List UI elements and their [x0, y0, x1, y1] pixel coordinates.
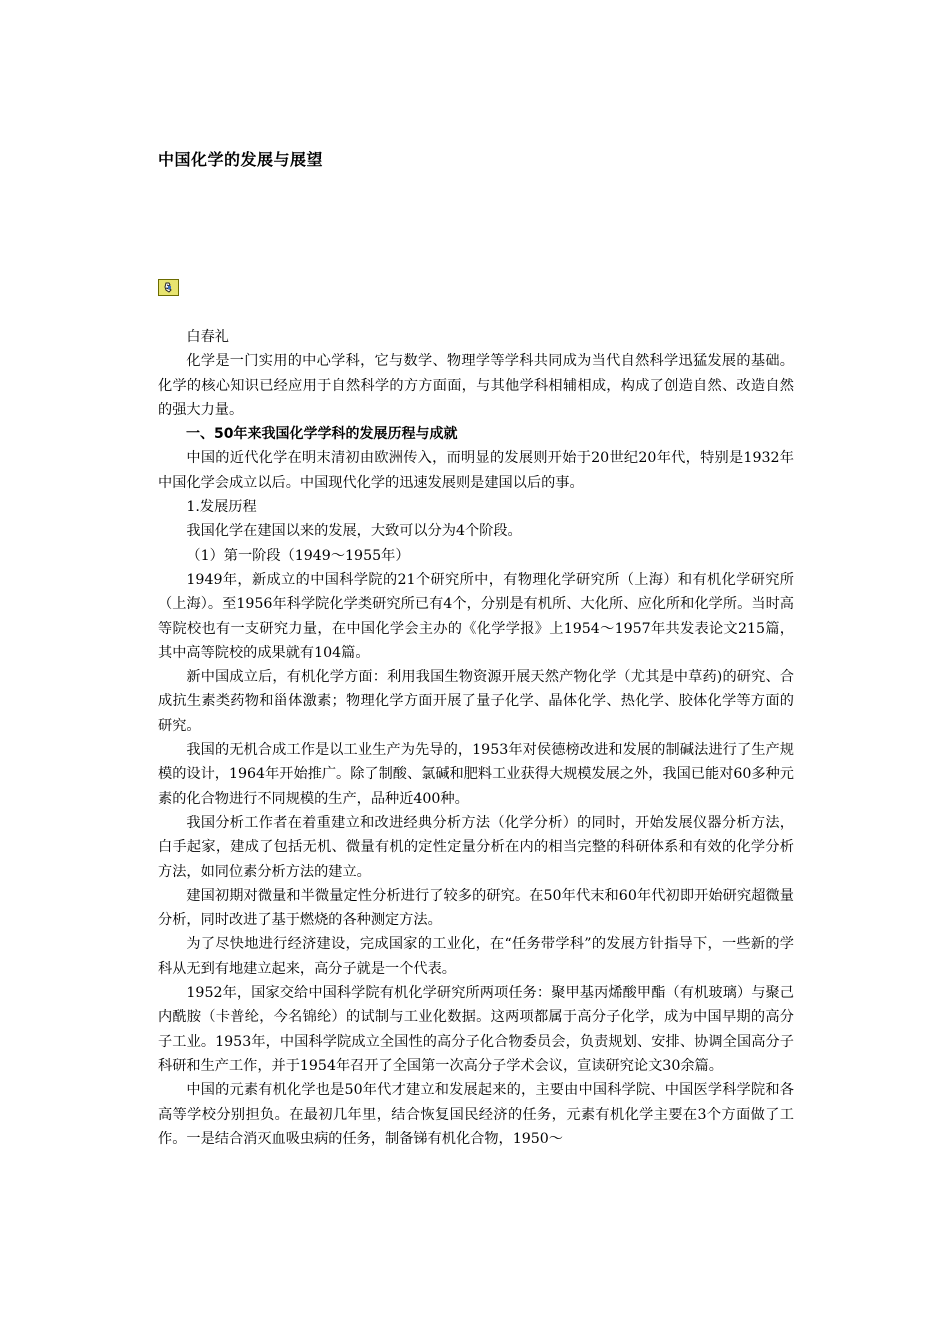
subsection-heading: 1.发展历程	[186, 499, 257, 516]
paragraph: 1952年，国家交给中国科学院有机化学研究所两项任务：聚甲基丙烯酸甲酯（有机玻璃）与聚己内酰胺（卡普纶，今名锦纶）的试制与工业化数据。这两项都属于高分子化学，成为中国早期的高分子工业。1953年，中国科学院成立全国性的高分子化合物委员会，负责规划、安排、协调全国高分子科研和生产工作，并于1954年召开了全国第一次高分子学术会议，宣读研究论文30余篇。	[158, 985, 794, 1074]
author-line: 白春礼	[186, 329, 229, 345]
paragraph: 我国的无机合成工作是以工业生产为先导的，1953年对侯德榜改进和发展的制碱法进行了生产规模的设计，1964年开始推广。除了制酸、氯碱和肥料工业获得大规模发展之外，我国已能对60多种元素的化合物进行不同规模的生产，品种近400种。	[158, 742, 794, 807]
paragraph: 化学是一门实用的中心学科，它与数学、物理学等学科共同成为当代自然科学迅猛发展的基础。化学的核心知识已经应用于自然科学的方方面面，与其他学科相辅相成，构成了创造自然、改造自然的强大力量。	[158, 353, 794, 418]
stage-heading: （1）第一阶段（1949～1955年）	[186, 547, 410, 564]
paragraph: 中国的元素有机化学也是50年代才建立和发展起来的，主要由中国科学院、中国医学科学院和各高等学校分别担负。在最初几年里，结合恢复国民经济的任务，元素有机化学主要在3个方面做了工作。一是结合消灭血吸虫病的任务，制备锑有机化合物，1950～	[158, 1082, 794, 1147]
section-heading: 一、50年来我国化学学科的发展历程与成就	[186, 426, 458, 443]
paragraph: 新中国成立后，有机化学方面：利用我国生物资源开展天然产物化学（尤其是中草药)的研究、合成抗生素类药物和甾体激素；物理化学方面开展了量子化学、晶体化学、热化学、胶体化学等方面的研究。	[158, 669, 794, 734]
article-body	[158, 325, 794, 1151]
paragraph: 我国化学在建国以来的发展，大致可以分为4个阶段。	[186, 523, 522, 540]
document-link-icon[interactable]	[158, 279, 179, 296]
paragraph: 我国分析工作者在着重建立和改进经典分析方法（化学分析）的同时，开始发展仪器分析方法，白手起家，建成了包括无机、微量有机的定性定量分析在内的相当完整的科研体系和有效的化学分析方法，如同位素分析方法的建立。	[158, 814, 794, 880]
paragraph: 为了尽快地进行经济建设，完成国家的工业化，在“任务带学科”的发展方针指导下，一些新的学科从无到有地建立起来，高分子就是一个代表。	[158, 936, 794, 977]
paragraph: 中国的近代化学在明末清初由欧洲传入，而明显的发展则开始于20世纪20年代，特别是1932年中国化学会成立以后。中国现代化学的迅速发展则是建国以后的事。	[158, 450, 794, 491]
paragraph: 1949年，新成立的中国科学院的21个研究所中，有物理化学研究所（上海）和有机化学研究所（上海）。至1956年科学院化学类研究所已有4个，分别是有机所、大化所、应化所和化学所。当时高等院校也有一支研究力量，在中国化学会主办的《化学学报》上1954～1957年共发表论文215篇，其中高等院校的成果就有104篇。	[158, 571, 794, 661]
paragraph: 建国初期对微量和半微量定性分析进行了较多的研究。在50年代末和60年代初即开始研究超微量分析，同时改进了基于燃烧的各种测定方法。	[158, 887, 794, 929]
page-title: 中国化学的发展与展望	[158, 150, 324, 169]
